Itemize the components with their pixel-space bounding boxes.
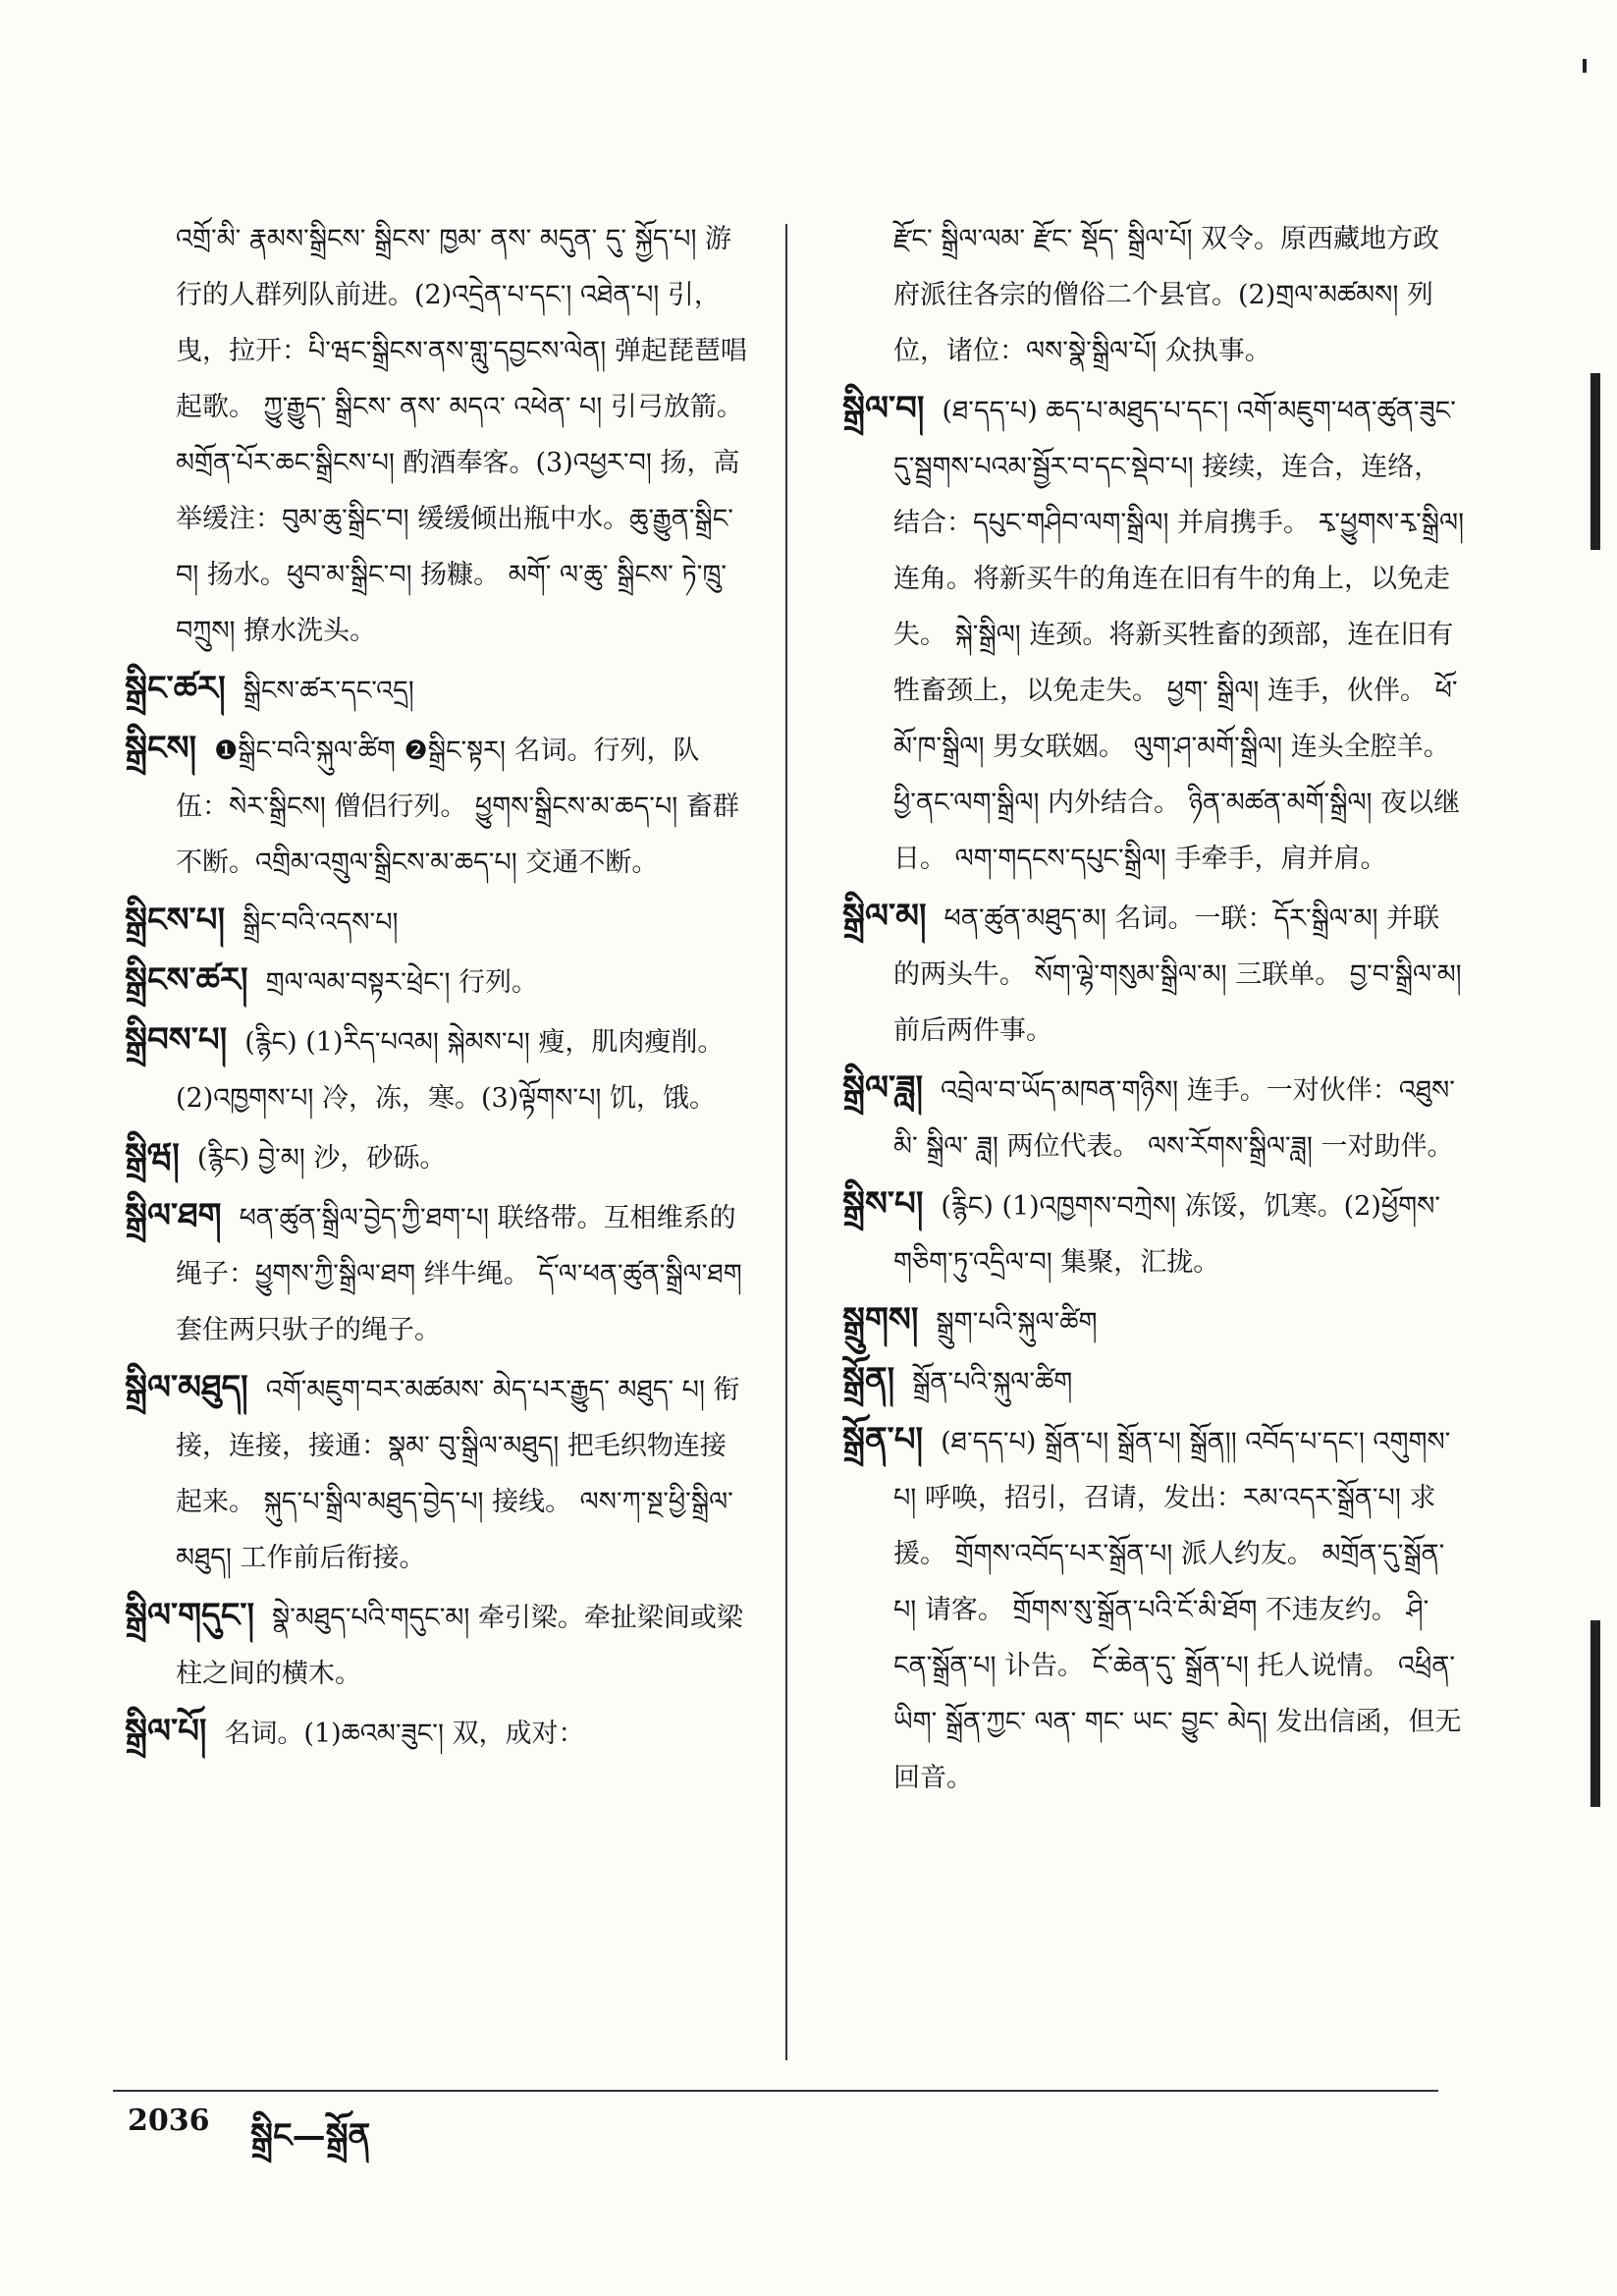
entry-headword: སྒྲོན་པ། (842, 1420, 924, 1459)
entry-headword: སྒྲིཝ། (125, 1136, 180, 1175)
entry (842, 1412, 1466, 1806)
page-range: སྒྲིང—སྒྲོན (250, 2116, 371, 2156)
entry (842, 889, 1466, 1059)
entry-headword: སྒྲུགས། (842, 1300, 919, 1339)
entry-definition: གྲལ་ལམ་བསྟར་ཕྲེང་། 行列。 (265, 967, 539, 998)
entry-headword: སྒྲིང་ཚར། (125, 669, 226, 708)
entry (125, 1128, 748, 1186)
entry (125, 1012, 748, 1126)
entry (125, 893, 748, 951)
left-column (125, 211, 748, 2057)
entry-headword: སྒྲིལ་མ། (842, 897, 927, 936)
entry-definition: རྫོང་ སྒྲིལ་ལམ་ རྫོང་ སྡོད་ སྒྲིལ་པོ། 双令。原西藏地方政府派往各宗的僧俗二个县官。(2)གྲལ་མཚམས། 列位，诸位：ལས་སྣེ་སྒྲིལ་པོ། 众执事。 (893, 224, 1440, 366)
entry (125, 1588, 748, 1702)
entry-definition: (རྙིང) (1)འཁྱགས་བཀྲེས། 冻馁，饥寒。(2)ཕྱོགས་གཅིག་ཏུ་འདྲིལ་བ། 集聚，汇拢。 (893, 1191, 1441, 1278)
right-column (842, 211, 1466, 2057)
entry-definition: (རྙིང) བྱེ་མ། 沙，砂砾。 (196, 1143, 447, 1174)
entry-continuation (125, 211, 748, 659)
entry-definition: (རྙིང) (1)རིད་པའམ། སྐེམས་པ། 瘦，肌肉瘦削。(2)འཁྱགས་པ། 冷，冻，寒。(3)ལྟོགས་པ། 饥，饿。 (176, 1027, 725, 1114)
entry-definition: འབྲེལ་བ་ཡོད་མཁན་གཉིས། 连手。一对伙伴：འཐུས་ མི་ སྒྲིལ་ ཟླ། 两位代表。 ལས་རོགས་སྒྲིལ་ཟླ། 一对助伴。 (893, 1075, 1455, 1162)
entry-headword: སྒྲིལ་གདུང་། (125, 1596, 255, 1635)
scan-edge-bar (1590, 1620, 1600, 1807)
entry-definition: (ཐ་དད་པ) སྒྲོན་པ། སྒྲོན་པ། སྒྲོན།། འབོད་པ་དང་། འགུགས་པ། 呼唤，招引，召请，发出：རམ་འདར་སྒྲོན་པ། 求援。 གྲོགས་འབོད་པར་སྒྲོན་པ། 派人约友。 མགྲོན་དུ་སྒྲོན་པ། 请客。 གྲོགས་སུ་སྒྲོན་པའི་ངོ་མི་ཐོག 不违友约。 ཤི་ངན་སྒྲོན་པ། 讣告。 ངོ་ཆེན་དུ་ སྒྲོན་པ། 托人说情。 འཕྲིན་ ཡིག་ སྒྲོན་ཀྱང་ ལན་ གང་ ཡང་ བྱུང་ མེད། 发出信函，但无回音。 (893, 1427, 1462, 1793)
entry-headword: སྒྲིས་པ། (842, 1184, 924, 1224)
entry-definition: སྣེ་མཐུད་པའི་གདུང་མ། 牵引梁。牵扯梁间或梁柱之间的横木。 (176, 1603, 743, 1689)
entry-headword: སྒྲོན། (842, 1360, 895, 1399)
entry-definition: སྒྲུག་པའི་སྐུལ་ཚིག (936, 1307, 1098, 1338)
entry-definition: འགོ་མཇུག་བར་མཚམས་ མེད་པར་རྒྱུད་ མཐུད་ པ། 衔接，连接，接通：སྣམ་ བུ་སྒྲིལ་མཐུད། 把毛织物连接起来。 སྐུད་པ་སྒྲིལ་མཐུད་བྱེད་པ། 接线。 ལས་ཀ་སྔ་ཕྱི་སྒྲིལ་མཐུད། 工作前后衔接。 (176, 1375, 740, 1573)
entry-definition: 名词。(1)ཆའམ་ཟུང་། 双，成对： (224, 1719, 585, 1749)
entry-definition: ❶སྒྲིང་བའི་སྐུལ་ཚིག ❷སྒྲིང་སྟར། 名词。行列，队伍：སེར་སྒྲིངས། 僧侣行列。 ཕྱུགས་སྒྲིངས་མ་ཆད་པ། 畜群不断。འགྲིམ་འགྲུལ་སྒྲིངས་མ་ཆད་པ། 交通不断。 (176, 736, 739, 878)
entry-headword: སྒྲིལ་ཐག (125, 1196, 222, 1235)
entry (125, 1360, 748, 1586)
entry (842, 1176, 1466, 1290)
entry-definition: (ཐ་དད་པ) ཆད་པ་མཐུད་པ་དང་། འགོ་མཇུག་ཕན་ཚུན་ཟུང་དུ་སྦྲགས་པའམ་སྦྱོར་བ་དང་སྡེབ་པ། 接续，连合，连络，结合：དཔུང་གཤིབ་ལག་སྒྲིལ། 并肩携手。 རྭ་ཕྱུགས་རྭ་སྒྲིལ། 连角。将新买牛的角连在旧有牛的角上，以免走失。 སྐེ་སྒྲིལ། 连颈。将新买牲畜的颈部，连在旧有牲畜颈上，以免走失。 ཕྱག་ སྒྲིལ། 连手，伙伴。 ཕོ་མོ་ཁ་སྒྲིལ། 男女联姻。 ལུག་ཤ་མགོ་སྒྲིལ། 连头全腔羊。 ཕྱི་ནང་ལག་སྒྲིལ། 内外结合。 ཉིན་མཚན་མགོ་སྒྲིལ། 夜以继日。 ལག་གདངས་དཔུང་སྒྲིལ། 手牵手，肩并肩。 (893, 396, 1465, 874)
entry (842, 1292, 1466, 1350)
entry-headword: སྒྲིངས་ཚར། (125, 960, 248, 1000)
entry-headword: སྒྲིངས་པ། (125, 901, 225, 940)
entry (125, 661, 748, 719)
entry (125, 953, 748, 1011)
entry-headword: སྒྲིལ་མཐུད། (125, 1368, 248, 1407)
entry-continuation (842, 211, 1466, 379)
entry-headword: སྒྲིལ་པོ། (125, 1712, 207, 1751)
entry (125, 1704, 748, 1762)
entry (842, 381, 1466, 887)
footer-rule (113, 2090, 1438, 2092)
entry-definition: ཕན་ཚུན་སྒྲིལ་བྱེད་ཀྱི་ཐག་པ། 联络带。互相维系的绳子：ཕྱུགས་ཀྱི་སྒྲིལ་ཐག 绊牛绳。 དོ་ལ་ཕན་ཚུན་སྒྲིལ་ཐག 套住两只驮子的绳子。 (176, 1203, 742, 1345)
entry-headword: སྒྲིངས། (125, 729, 197, 768)
page-number: 2036 (128, 2104, 210, 2138)
entry-headword: སྒྲིབས་པ། (125, 1020, 228, 1060)
entry-definition: སྒྲིང་བའི་འདས་པ། (243, 907, 399, 938)
entry (842, 1061, 1466, 1175)
entry-headword: སྒྲིལ་བ། (842, 389, 925, 428)
entry-definition: འགྲོ་མི་ རྣམས་སྒྲིངས་ སྒྲིངས་ ཁྱམ་ ནས་ མདུན་ དུ་ སྐྱོད་པ། 游行的人群列队前进。(2)འདྲེན་པ་དང་། འཐེན་པ། 引，曳，拉开：པི་ཝང་སྒྲིངས་ནས་གླུ་དབྱངས་ལེན། 弹起琵琶唱起歌。 ཀྱུ་རྒྱུད་ སྒྲིངས་ ནས་ མདའ་ འཕེན་ པ། 引弓放箭。 མགྲོན་པོར་ཆང་སྒྲིངས་པ། 酌酒奉客。(3)འཕྱར་བ། 扬，高举缓注：བུམ་ཆུ་སྒྲིང་བ། 缓缓倾出瓶中水。ཆུ་རྒྱུན་སྒྲིང་བ། 扬水。ཕུབ་མ་སྒྲིང་བ། 扬糠。 མགོ་ ལ་ཆུ་ སྒྲིངས་ ཏེ་ཁྲུ་ བཀྲུས། 撩水洗头。 (176, 224, 747, 646)
entry (125, 721, 748, 891)
entry (125, 1188, 748, 1358)
entry-definition: ཕན་ཚུན་མཐུད་མ། 名词。一联：དོར་སྒྲིལ་མ། 并联的两头牛。 སོག་ལྷེ་གསུམ་སྒྲིལ་མ། 三联单。 བྱ་བ་སྒྲིལ་མ། 前后两件事。 (893, 903, 1462, 1046)
entry (842, 1352, 1466, 1410)
scan-edge-bar (1590, 373, 1600, 550)
scan-edge-mark (1583, 59, 1587, 73)
entry-definition: སྒྲིངས་ཚར་དང་འདྲ། (243, 676, 414, 706)
entry-definition: སྒྲོན་པའི་སྐུལ་ཚིག (912, 1367, 1073, 1397)
entry-headword: སྒྲིལ་ཟླ། (842, 1068, 924, 1108)
column-divider (785, 224, 787, 2060)
